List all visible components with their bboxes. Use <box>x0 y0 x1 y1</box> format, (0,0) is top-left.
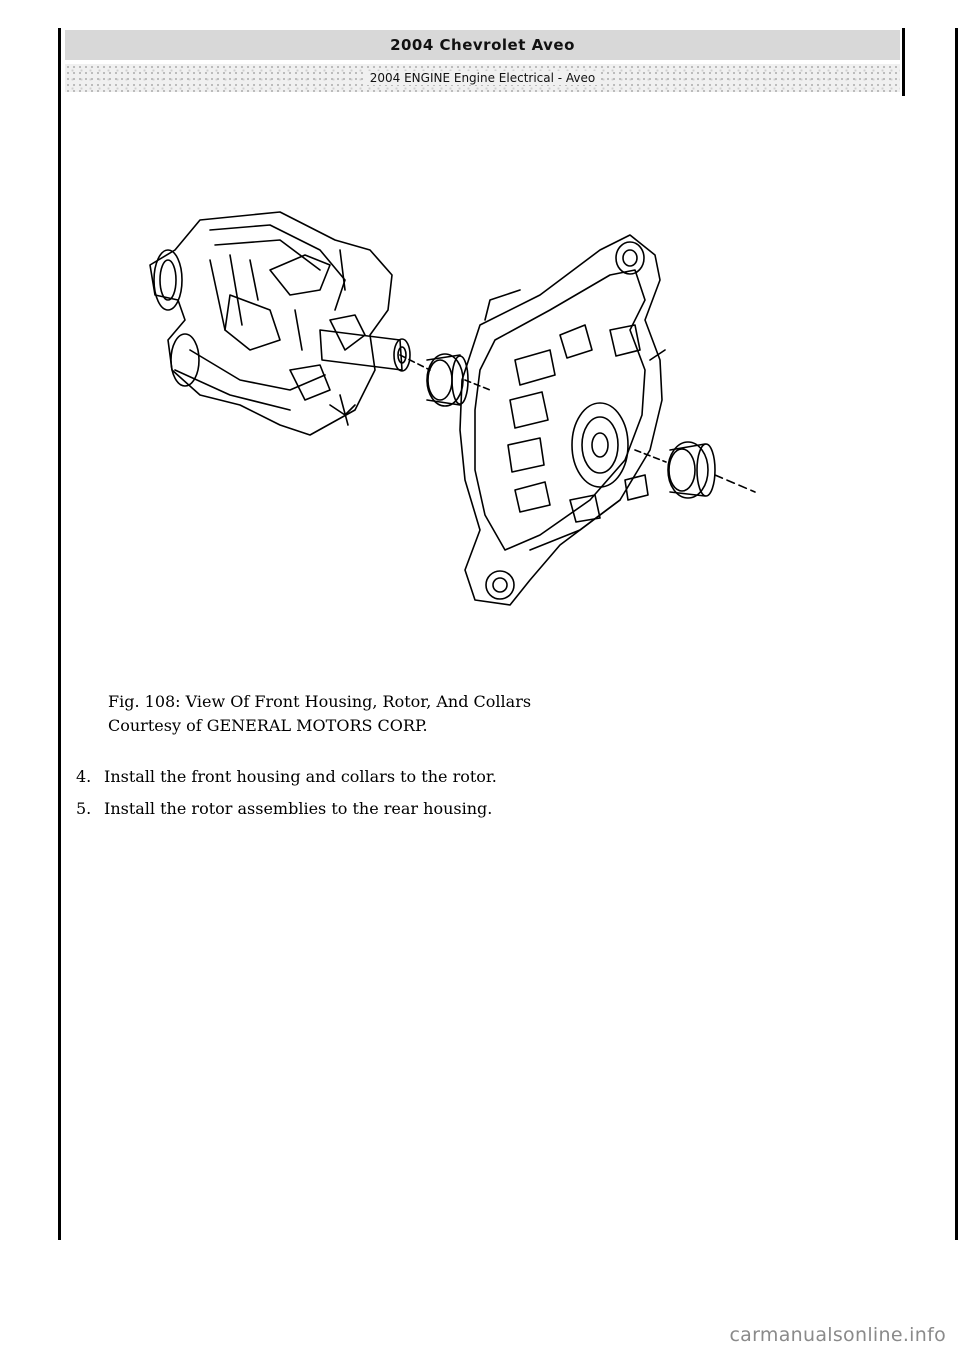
header-title: 2004 Chevrolet Aveo <box>390 36 575 54</box>
procedure-step <box>76 792 896 824</box>
page-header <box>61 28 902 96</box>
rotor-assembly <box>150 212 410 435</box>
alternator-exploded-diagram <box>130 200 770 620</box>
front-housing <box>460 235 665 605</box>
caption-courtesy: Courtesy of GENERAL MOTORS CORP. <box>108 716 428 735</box>
page-right-border <box>955 28 958 1240</box>
procedure-step <box>76 760 896 792</box>
figure-caption <box>108 690 748 738</box>
step-number: 5. <box>76 798 92 818</box>
header-right-border <box>902 28 905 96</box>
procedure-steps <box>76 760 896 824</box>
header-subtitle-bar <box>65 64 900 92</box>
header-subtitle: 2004 ENGINE Engine Electrical - Aveo <box>364 71 602 85</box>
collar-rear <box>668 442 715 498</box>
step-text: Install the front housing and collars to the rotor. <box>104 766 497 786</box>
header-title-bar <box>65 30 900 60</box>
step-text: Install the rotor assemblies to the rear housing. <box>104 798 493 818</box>
step-number: 4. <box>76 766 92 786</box>
caption-title: Fig. 108: View Of Front Housing, Rotor, And Collars <box>108 692 532 711</box>
page-left-border <box>58 28 61 1240</box>
site-watermark: carmanualsonline.info <box>729 1324 946 1346</box>
